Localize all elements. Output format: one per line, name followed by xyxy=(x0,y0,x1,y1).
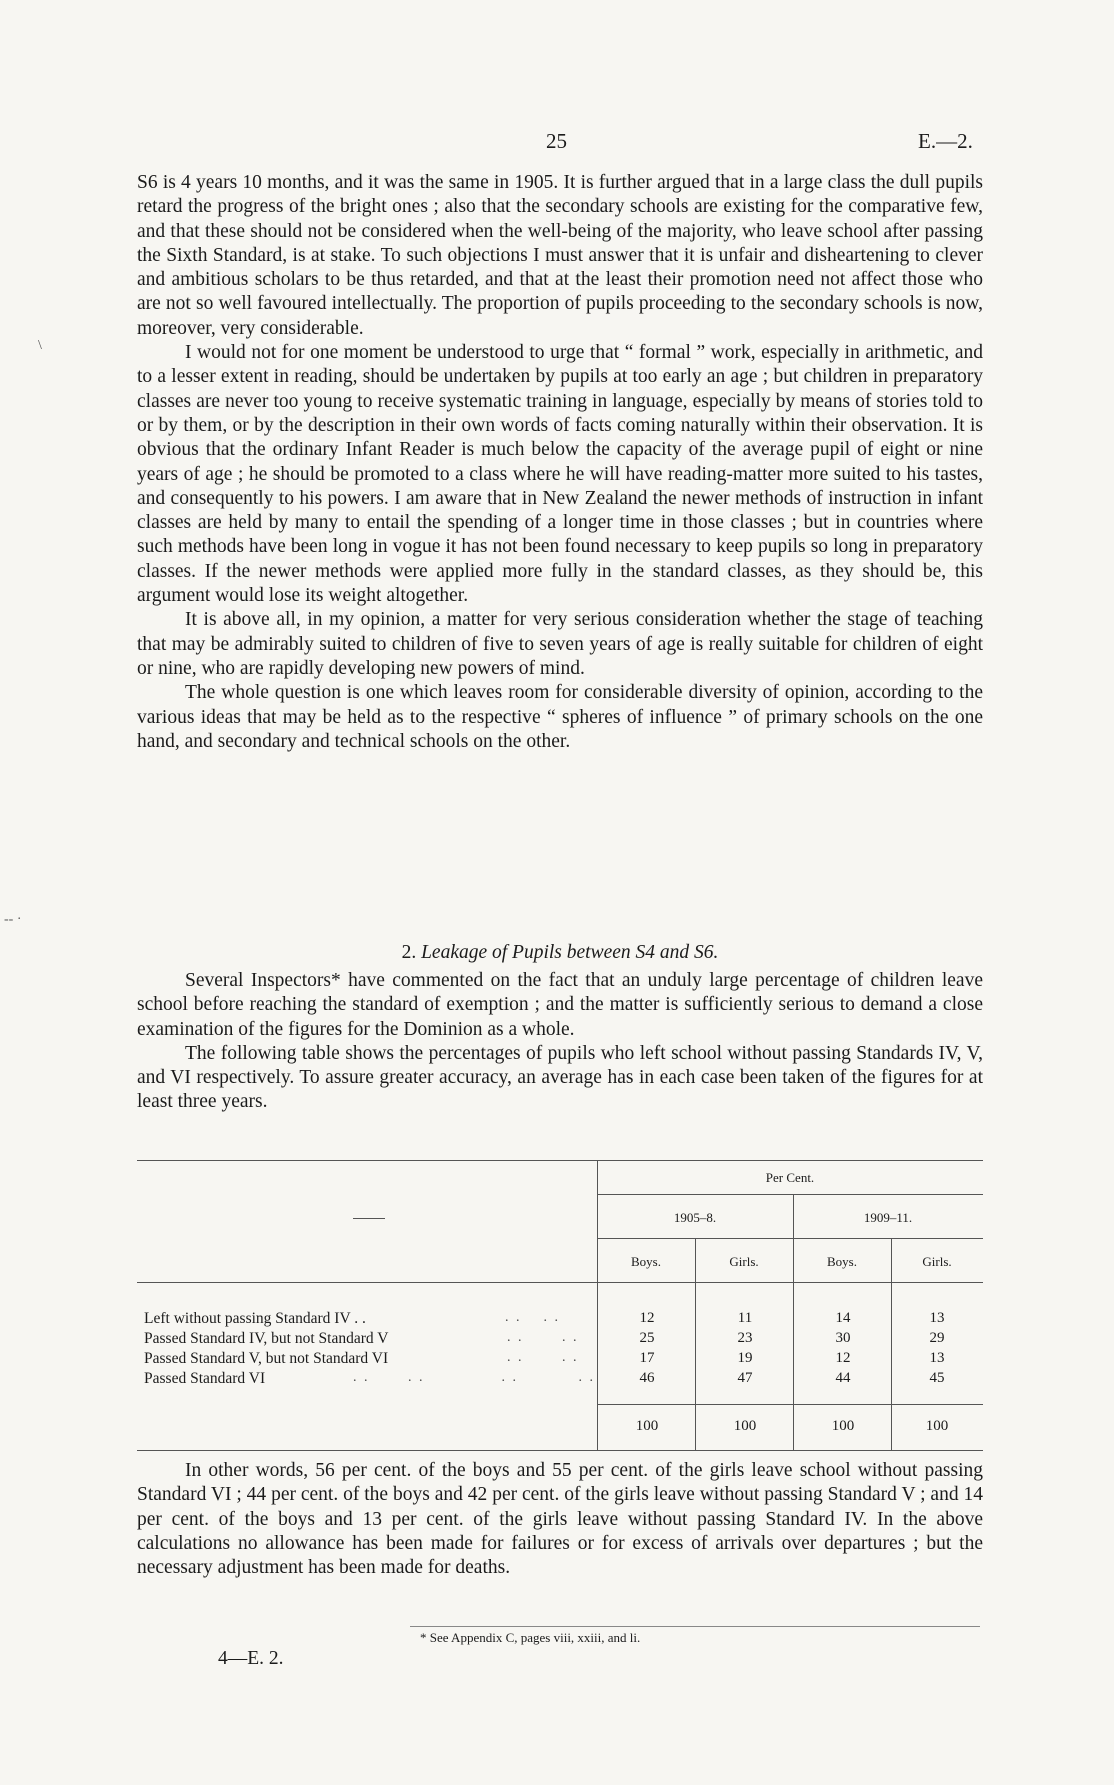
table-rule xyxy=(137,1450,983,1451)
section-title: Leakage of Pupils between S4 and S6. xyxy=(421,942,719,963)
table-total: 100 xyxy=(733,1418,757,1434)
row-label: Left without passing Standard IV . . xyxy=(144,1310,366,1327)
paragraph: I would not for one moment be understood to urge that “ formal ” work, especially in arithmetic, and to a lesser extent in reading, should be undertaken by pupils at too early an age ; but children in preparatory classes are never too young to receive systematic training in language, especially by means of stories told to or by them, or by the description in their own words of facts coming naturally within their observation. It is obvious that the ordinary Infant Reader is much below the capacity of the average pupil of eight or nine years of age ; he should be promoted to a class where he will have reading-matter more suited to his tastes, and consequently to his powers. I am aware that in New Zealand the newer methods of instruction in infant classes are held by many to entail the spending of a longer time in those classes ; but in countries where such methods have been long in vogue it has not been found necessary to keep pupils so long in preparatory classes. If the newer methods were applied more fully in the standard classes, as they should be, this argument would lose its weight altogether. xyxy=(137,342,983,607)
table-rule xyxy=(137,1160,983,1161)
margin-mark: \ xyxy=(38,338,42,353)
paragraph: The following table shows the percentages of pupils who left school without passing Standards IV, V, and VI respectively. To assure greater accuracy, an average has in each case been taken of the figures for at least three years. xyxy=(137,1042,983,1113)
table-rule xyxy=(597,1238,983,1239)
table-rule xyxy=(137,1282,983,1283)
table-cell: 44 xyxy=(835,1370,851,1386)
table-cell: 23 xyxy=(737,1330,753,1346)
table-rule xyxy=(597,1160,598,1450)
table-cell: 14 xyxy=(835,1310,851,1326)
table-cell: 46 xyxy=(639,1370,655,1386)
leader-dots: . . . . . . . . xyxy=(353,1370,595,1385)
table-rule xyxy=(793,1194,794,1450)
table-cell: 45 xyxy=(929,1370,945,1386)
table-cell: 13 xyxy=(929,1310,945,1326)
table-total: 100 xyxy=(635,1418,659,1434)
column-header: Boys. xyxy=(827,1254,857,1269)
text-block-top xyxy=(137,171,983,754)
text-block-mid xyxy=(137,969,983,1115)
section-heading xyxy=(137,942,983,964)
table-rule xyxy=(597,1194,983,1195)
table-cell: 17 xyxy=(639,1350,655,1366)
footnote: * See Appendix C, pages viii, xxiii, and li. xyxy=(420,1630,641,1645)
leakage-table xyxy=(137,1160,983,1455)
period-header: 1909–11. xyxy=(863,1210,913,1225)
table-cell: 30 xyxy=(835,1330,851,1346)
paragraph: S6 is 4 years 10 months, and it was the same in 1905. It is further argued that in a large class the dull pupils retard the progress of the bright ones ; also that the secondary schools are existing for the comparative few, and that these should not be considered when the well-being of the majority, who leave school after passing the Sixth Standard, is at stake. To such objections I must answer that it is unfair and disheartening to clever and ambitious scholars to be thus retarded, and that at the least their promotion need not affect those who are not so well favoured intellectually. The proportion of pupils proceeding to the secondary schools is now, moreover, very considerable. xyxy=(137,172,983,339)
table-total: 100 xyxy=(925,1418,949,1434)
footnote-rule xyxy=(410,1626,980,1627)
text-block-bottom xyxy=(137,1459,983,1580)
paragraph: In other words, 56 per cent. of the boys and 55 per cent. of the girls leave school without passing Standard VI ; 44 per cent. of the boys and 42 per cent. of the girls leave without passing Standard V ; and 14 per cent. of the boys and 13 per cent. of the girls leave without passing Standard IV. In the above calculations no allowance has been made for failures or for excess of arrivals over departures ; but the necessary adjustment has been made for deaths. xyxy=(137,1460,983,1579)
section-number: 2. xyxy=(401,942,417,963)
column-header: Girls. xyxy=(729,1254,759,1269)
table-cell: 19 xyxy=(737,1350,753,1366)
period-header: 1905–8. xyxy=(673,1210,717,1225)
paragraph: Several Inspectors* have commented on the fact that an unduly large percentage of children leave school before reaching the standard of exemption ; and the matter is sufficiently serious to demand a close examination of the figures for the Dominion as a whole. xyxy=(137,970,983,1040)
column-header: Boys. xyxy=(631,1254,661,1269)
table-cell: 13 xyxy=(929,1350,945,1366)
leader-dots: . . . . xyxy=(505,1310,560,1325)
column-header: Girls. xyxy=(922,1254,952,1269)
margin-mark: -- · xyxy=(4,912,22,927)
table-cell: 12 xyxy=(835,1350,851,1366)
leader-dots: . . . . xyxy=(507,1330,579,1345)
table-cell: 47 xyxy=(737,1370,753,1386)
table-rule xyxy=(353,1218,385,1219)
table-cell: 25 xyxy=(639,1330,655,1346)
paragraph: It is above all, in my opinion, a matter for very serious consideration whether the stage of teaching that may be admirably suited to children of five to seven years of age is really suitable for children of eight or nine, who are rapidly developing new powers of mind. xyxy=(137,609,983,679)
row-label: Passed Standard V, but not Standard VI xyxy=(144,1350,389,1367)
sheet-signature: 4—E. 2. xyxy=(218,1648,284,1669)
table-cell: 12 xyxy=(639,1310,655,1326)
row-label: Passed Standard IV, but not Standard V xyxy=(144,1330,389,1347)
table-cell: 29 xyxy=(929,1330,945,1346)
page-code: E.—2. xyxy=(918,129,973,153)
leader-dots: . . . . xyxy=(507,1350,579,1365)
paragraph: The whole question is one which leaves room for considerable diversity of opinion, according to the various ideas that may be held as to the respective “ spheres of influence ” of primary schools on the one hand, and secondary and technical schools on the other. xyxy=(137,682,983,752)
per-cent-header: Per Cent. xyxy=(765,1170,815,1185)
page-number: 25 xyxy=(546,129,567,153)
table-rule xyxy=(597,1404,983,1405)
table-total: 100 xyxy=(831,1418,855,1434)
table-cell: 11 xyxy=(737,1310,753,1326)
row-label: Passed Standard VI xyxy=(144,1370,266,1387)
